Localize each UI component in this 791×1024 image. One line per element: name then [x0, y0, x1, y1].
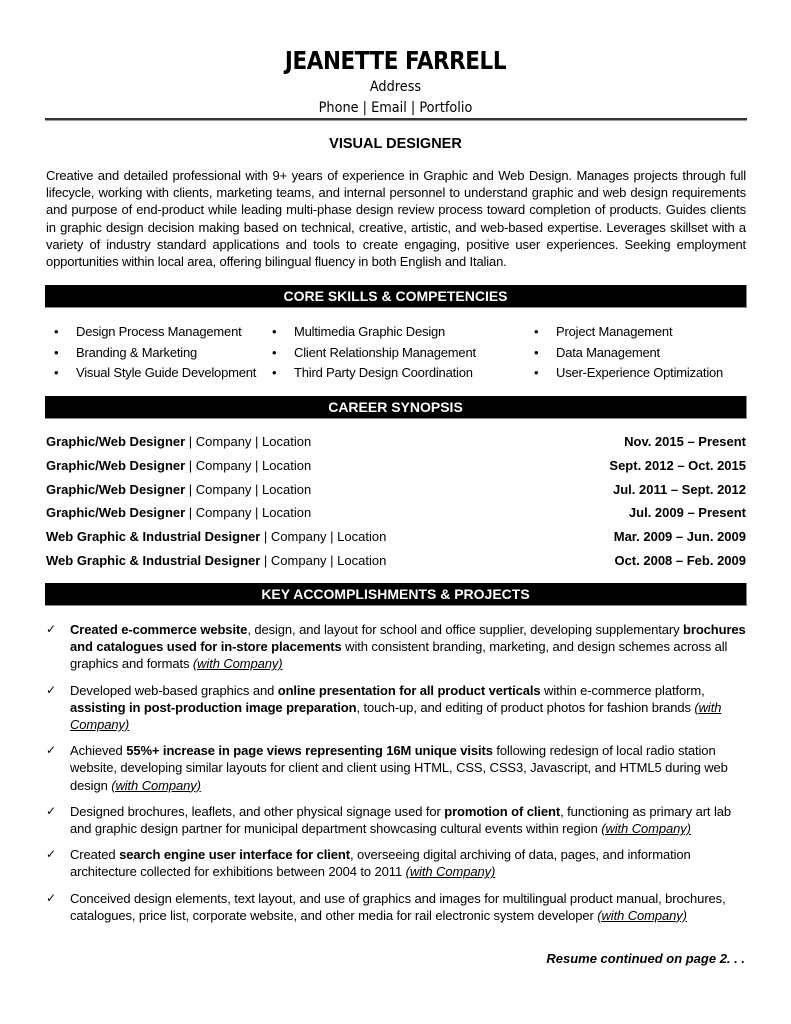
- bullet-icon: •: [54, 344, 59, 360]
- accomplishment-item: [46, 621, 746, 673]
- career-role: Graphic/Web Designer: [46, 457, 186, 473]
- highlight-text: promotion of client: [444, 803, 561, 819]
- accomplishment-item: [46, 803, 746, 837]
- career-company-location: | Company | Location: [185, 481, 312, 497]
- skill-item: [264, 322, 476, 343]
- bullet-icon: •: [534, 365, 539, 380]
- skill-item: [526, 363, 723, 384]
- accomplishment-item: [46, 682, 746, 734]
- career-row: [46, 432, 746, 456]
- candidate-name: JEANETTE FARRELL: [284, 46, 507, 75]
- skill-label: Client Relationship Management: [294, 344, 476, 360]
- skill-label: Visual Style Guide Development: [76, 365, 257, 380]
- highlight-text: online presentation for all product verticals: [277, 682, 541, 698]
- header-divider: [45, 118, 747, 121]
- body-text: , overseeing digital archiving of data, pages, and information architecture collected for exhibitions between 2004 to 2011: [70, 847, 691, 880]
- skill-label: Data Management: [556, 344, 660, 360]
- professional-summary: Creative and detailed professional with 9+ years of experience in Graphic and Web Design. Manages projects through full lifecycle, working with clients, marketing teams, and internal personnel to understand graphic and web design requirements and purpose of end-product while leading multi-phase design review process toward completion of products. Guides clients in graphic design decision making based on technical, creative, artistic, and web-based expertise. Leverages skillset with a variety of industry standard applications and tools to create engaging, positive user experiences. Seeking employment opportunities within local area, offering bilingual fluency in both English and Italian.: [46, 168, 746, 270]
- body-text: Created: [70, 847, 120, 863]
- bullet-icon: •: [54, 365, 59, 380]
- address: Address: [369, 79, 422, 95]
- career-row: [46, 456, 746, 480]
- skill-item: [526, 322, 723, 343]
- company-tag: (with Company): [111, 777, 201, 793]
- company-tag: (with Company): [601, 821, 691, 837]
- section-header-accomplishments: KEY ACCOMPLISHMENTS & PROJECTS: [45, 583, 747, 606]
- highlight-text: Created e-commerce website: [70, 622, 248, 637]
- career-dates: Jul. 2009 – Present: [628, 505, 746, 521]
- highlight-text: assisting in post-production image preparation: [70, 699, 357, 715]
- body-text: Achieved: [70, 743, 127, 759]
- career-dates: Mar. 2009 – Jun. 2009: [613, 529, 746, 545]
- continued-note: Resume continued on page 2. . .: [546, 951, 745, 966]
- bullet-icon: •: [272, 365, 277, 380]
- skills-column-2: [264, 322, 476, 384]
- career-row: [46, 480, 746, 504]
- bullet-icon: •: [534, 344, 539, 360]
- checkmark-icon: ✓: [46, 622, 56, 636]
- career-company-location: | Company | Location: [185, 434, 312, 449]
- career-role: Graphic/Web Designer: [46, 505, 186, 521]
- company-tag: (with Company): [70, 699, 722, 733]
- checkmark-icon: ✓: [46, 803, 56, 818]
- body-text: following redesign of local radio station website, developing similar layouts for client and client using HTML, CSS, CSS3, Javascript, and HTML5 during web design: [70, 743, 728, 793]
- job-title: VISUAL DESIGNER: [329, 136, 462, 152]
- company-tag: (with Company): [597, 907, 687, 923]
- body-text: , functioning as primary art lab and graphic design partner for municipal department showcasing cultural events within region: [70, 803, 731, 837]
- career-dates: Jul. 2011 – Sept. 2012: [613, 481, 746, 497]
- bullet-icon: •: [272, 324, 277, 339]
- body-text: Designed brochures, leaflets, and other physical signage used for: [70, 803, 445, 819]
- skill-item: [46, 343, 256, 364]
- highlight-text: search engine user interface for client: [119, 847, 350, 863]
- company-tag: (with Company): [192, 656, 283, 672]
- career-row: [46, 503, 746, 527]
- skill-item: [526, 343, 723, 364]
- skills-column-3: [526, 322, 723, 384]
- skill-item: [264, 363, 476, 384]
- career-role: Web Graphic & Industrial Designer: [46, 552, 261, 568]
- body-text: Conceived design elements, text layout, and use of graphics and images for multilingual product manual, brochures, catalogues, price list, corporate website, and other media for rail electronic system developer: [70, 890, 726, 923]
- skill-label: Design Process Management: [76, 324, 242, 339]
- skill-label: Multimedia Graphic Design: [294, 324, 446, 339]
- checkmark-icon: ✓: [46, 682, 56, 697]
- body-text: , design, and layout for school and office supplier, developing supplementary: [247, 622, 684, 637]
- section-header-career: CAREER SYNOPSIS: [45, 396, 747, 419]
- checkmark-icon: ✓: [46, 847, 56, 862]
- accomplishment-item: [46, 742, 746, 794]
- accomplishments-list: [46, 621, 746, 933]
- accomplishment-item: [46, 846, 746, 880]
- bullet-icon: •: [54, 324, 59, 339]
- skill-label: User-Experience Optimization: [556, 365, 724, 380]
- contact-line: Phone | Email | Portfolio: [318, 100, 473, 116]
- bullet-icon: •: [272, 344, 277, 360]
- skill-label: Branding & Marketing: [76, 344, 198, 360]
- career-role: Graphic/Web Designer: [46, 434, 186, 449]
- section-header-skills: CORE SKILLS & COMPETENCIES: [45, 285, 747, 308]
- skill-label: Project Management: [556, 324, 673, 339]
- checkmark-icon: ✓: [46, 890, 56, 905]
- accomplishment-item: [46, 890, 746, 924]
- body-text: Developed web-based graphics and: [70, 682, 278, 698]
- career-company-location: | Company | Location: [260, 552, 387, 568]
- career-role: Graphic/Web Designer: [46, 481, 186, 497]
- skill-item: [46, 322, 256, 343]
- skill-label: Third Party Design Coordination: [294, 365, 473, 380]
- career-row: [46, 551, 746, 575]
- checkmark-icon: ✓: [46, 743, 56, 758]
- skill-item: [264, 343, 476, 364]
- career-dates: Oct. 2008 – Feb. 2009: [614, 552, 746, 568]
- career-role: Web Graphic & Industrial Designer: [46, 529, 261, 545]
- career-dates: Sept. 2012 – Oct. 2015: [609, 457, 746, 473]
- skill-item: [46, 363, 256, 384]
- bullet-icon: •: [534, 324, 539, 339]
- career-synopsis: [46, 432, 746, 575]
- body-text: , touch-up, and editing of product photos for fashion brands: [356, 699, 695, 715]
- body-text: within e-commerce platform,: [540, 682, 705, 698]
- career-company-location: | Company | Location: [185, 457, 312, 473]
- body-text: with consistent branding, marketing, and design schemes across all graphics and formats: [70, 639, 728, 672]
- highlight-text: 55%+ increase in page views representing 16M unique visits: [126, 743, 493, 759]
- company-tag: (with Company): [405, 864, 496, 880]
- career-company-location: | Company | Location: [260, 529, 387, 545]
- skills-column-1: [46, 322, 256, 384]
- highlight-text: brochures and catalogues used for in-store placements: [70, 622, 746, 655]
- career-row: [46, 527, 746, 551]
- career-company-location: | Company | Location: [185, 505, 312, 521]
- career-dates: Nov. 2015 – Present: [624, 434, 746, 449]
